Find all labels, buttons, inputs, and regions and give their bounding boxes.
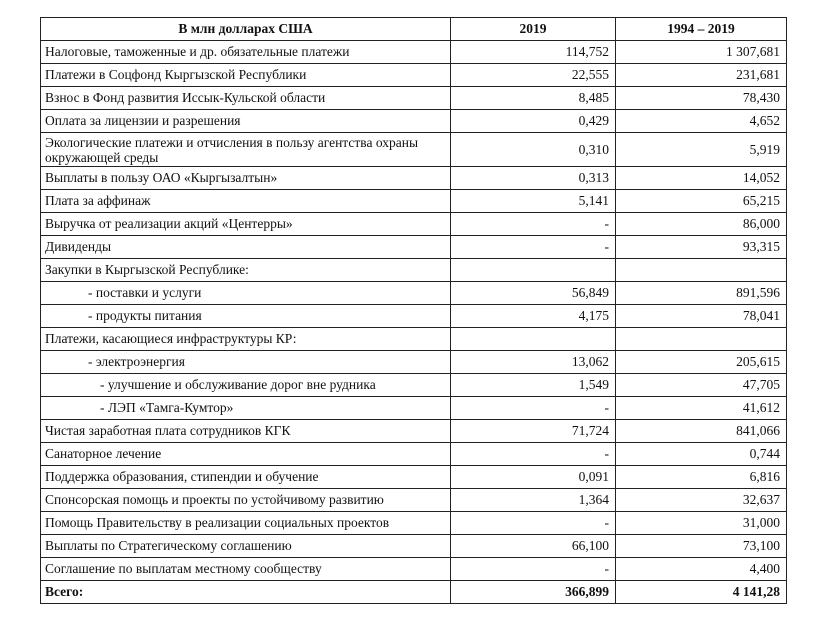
- table-row: [41, 374, 787, 397]
- row-label: Помощь Правительству в реализации социальных проектов: [41, 512, 451, 535]
- header-1994-2019: 1994 – 2019: [616, 18, 787, 41]
- row-label: Плата за аффинаж: [41, 190, 451, 213]
- row-label: Выручка от реализации акций «Центерры»: [41, 213, 451, 236]
- table-row: [41, 489, 787, 512]
- row-label: - электроэнергия: [41, 351, 451, 374]
- value-2019: -: [451, 558, 616, 581]
- table-row: [41, 110, 787, 133]
- row-label: Оплата за лицензии и разрешения: [41, 110, 451, 133]
- row-label: Спонсорская помощь и проекты по устойчивому развитию: [41, 489, 451, 512]
- row-label: Выплаты в пользу ОАО «Кыргызалтын»: [41, 167, 451, 190]
- value-1994-2019: [616, 328, 787, 351]
- value-2019: 5,141: [451, 190, 616, 213]
- table-row: [41, 558, 787, 581]
- value-1994-2019: 0,744: [616, 443, 787, 466]
- row-label: Взнос в Фонд развития Иссык-Кульской области: [41, 87, 451, 110]
- value-1994-2019: 86,000: [616, 213, 787, 236]
- table-row: [41, 259, 787, 282]
- total-value-1994-2019: 4 141,28: [616, 581, 787, 604]
- row-label: Поддержка образования, стипендии и обучение: [41, 466, 451, 489]
- value-1994-2019: 4,652: [616, 110, 787, 133]
- total-row: [41, 581, 787, 604]
- payments-table: [40, 17, 787, 604]
- value-2019: 0,310: [451, 133, 616, 167]
- row-label: - поставки и услуги: [41, 282, 451, 305]
- value-1994-2019: 891,596: [616, 282, 787, 305]
- value-2019: -: [451, 443, 616, 466]
- table-row: [41, 64, 787, 87]
- table-row: [41, 41, 787, 64]
- value-1994-2019: 65,215: [616, 190, 787, 213]
- table-row: [41, 167, 787, 190]
- value-2019: 66,100: [451, 535, 616, 558]
- value-1994-2019: [616, 259, 787, 282]
- table-row: [41, 512, 787, 535]
- table-row: [41, 535, 787, 558]
- value-2019: 1,549: [451, 374, 616, 397]
- row-label: Санаторное лечение: [41, 443, 451, 466]
- value-2019: [451, 328, 616, 351]
- value-1994-2019: 31,000: [616, 512, 787, 535]
- value-2019: 71,724: [451, 420, 616, 443]
- row-label: Выплаты по Стратегическому соглашению: [41, 535, 451, 558]
- value-2019: 0,313: [451, 167, 616, 190]
- row-label: - улучшение и обслуживание дорог вне рудника: [41, 374, 451, 397]
- table-row: [41, 443, 787, 466]
- table-row: [41, 351, 787, 374]
- value-2019: 0,091: [451, 466, 616, 489]
- table-row: [41, 213, 787, 236]
- value-1994-2019: 5,919: [616, 133, 787, 167]
- value-1994-2019: 78,430: [616, 87, 787, 110]
- row-label: - продукты питания: [41, 305, 451, 328]
- value-2019: 0,429: [451, 110, 616, 133]
- table-row: [41, 305, 787, 328]
- table-row: [41, 236, 787, 259]
- value-1994-2019: 4,400: [616, 558, 787, 581]
- value-1994-2019: 841,066: [616, 420, 787, 443]
- value-1994-2019: 205,615: [616, 351, 787, 374]
- value-1994-2019: 47,705: [616, 374, 787, 397]
- value-1994-2019: 41,612: [616, 397, 787, 420]
- value-2019: [451, 259, 616, 282]
- header-row: [41, 18, 787, 41]
- value-2019: 114,752: [451, 41, 616, 64]
- table-row: [41, 328, 787, 351]
- value-1994-2019: 32,637: [616, 489, 787, 512]
- total-label: Всего:: [41, 581, 451, 604]
- value-2019: -: [451, 213, 616, 236]
- value-2019: -: [451, 236, 616, 259]
- table-row: [41, 190, 787, 213]
- row-label: Налоговые, таможенные и др. обязательные платежи: [41, 41, 451, 64]
- table-row: [41, 282, 787, 305]
- row-label: Чистая заработная плата сотрудников КГК: [41, 420, 451, 443]
- table-row: [41, 133, 787, 167]
- header-unit: В млн долларах США: [41, 18, 451, 41]
- table-row: [41, 466, 787, 489]
- value-2019: 13,062: [451, 351, 616, 374]
- value-2019: -: [451, 512, 616, 535]
- header-2019: 2019: [451, 18, 616, 41]
- row-label: Платежи, касающиеся инфраструктуры КР:: [41, 328, 451, 351]
- value-2019: -: [451, 397, 616, 420]
- table-body: [41, 41, 787, 604]
- total-value-2019: 366,899: [451, 581, 616, 604]
- value-1994-2019: 6,816: [616, 466, 787, 489]
- value-1994-2019: 93,315: [616, 236, 787, 259]
- row-label: Закупки в Кыргызской Республике:: [41, 259, 451, 282]
- row-label: Платежи в Соцфонд Кыргызской Республики: [41, 64, 451, 87]
- value-1994-2019: 1 307,681: [616, 41, 787, 64]
- value-2019: 1,364: [451, 489, 616, 512]
- value-1994-2019: 73,100: [616, 535, 787, 558]
- value-2019: 56,849: [451, 282, 616, 305]
- value-1994-2019: 78,041: [616, 305, 787, 328]
- row-label: Экологические платежи и отчисления в пользу агентства охраны окружающей среды: [41, 133, 451, 167]
- table-row: [41, 397, 787, 420]
- table-row: [41, 87, 787, 110]
- row-label: Соглашение по выплатам местному сообществу: [41, 558, 451, 581]
- value-2019: 22,555: [451, 64, 616, 87]
- table-row: [41, 420, 787, 443]
- value-1994-2019: 14,052: [616, 167, 787, 190]
- row-label: Дивиденды: [41, 236, 451, 259]
- value-2019: 8,485: [451, 87, 616, 110]
- row-label: - ЛЭП «Тамга-Кумтор»: [41, 397, 451, 420]
- value-2019: 4,175: [451, 305, 616, 328]
- value-1994-2019: 231,681: [616, 64, 787, 87]
